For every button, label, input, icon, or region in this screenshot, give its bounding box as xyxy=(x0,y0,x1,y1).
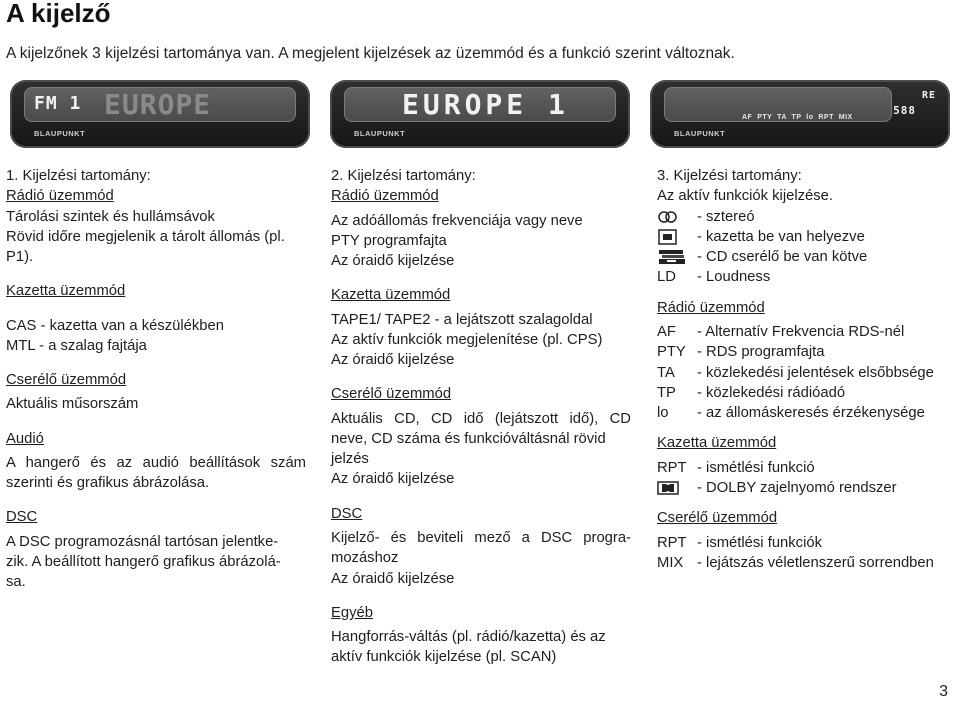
col2-changer-line: jelzés xyxy=(331,451,369,468)
col3-subheading: Az aktív funkciók kijelzése. xyxy=(657,188,833,205)
col1-tape-line: MTL - a szalag fajtája xyxy=(6,337,147,354)
legend-row-tp xyxy=(657,383,957,403)
col2-dsc-line: Az óraidő kijelzése xyxy=(331,570,455,587)
col2-tape-title: Kazetta üzemmód xyxy=(331,287,451,304)
legend-key: TA xyxy=(657,364,675,381)
col2-other-line: aktív funkciók kijelzése (pl. SCAN) xyxy=(331,649,557,666)
stereo-icon xyxy=(657,210,679,224)
intro-text: A kijelzőnek 3 kijelzési tartománya van. A megjelent kijelzések az üzemmód és a funkció szerint változnak. xyxy=(6,45,735,62)
legend-desc: - DOLBY zajelnyomó rendszer xyxy=(697,480,897,497)
col1-dsc-title: DSC xyxy=(6,509,38,526)
col2-radio-title: Rádió üzemmód xyxy=(331,188,439,205)
legend-key: TP xyxy=(657,384,676,401)
display-image-center xyxy=(330,80,630,148)
legend-desc: - Alternatív Frekvencia RDS-nél xyxy=(697,324,905,340)
col2-changer-title: Cserélő üzemmód xyxy=(331,386,452,403)
legend-row-af xyxy=(657,322,957,342)
display-right-functions: AF PTY TA TP lo RPT MIX xyxy=(742,114,853,121)
col2-changer-line: neve, CD száma és funkcióváltásnál rövid xyxy=(331,430,606,447)
legend-desc: - ismétlési funkció xyxy=(697,459,815,476)
col1-changer-title: Cserélő üzemmód xyxy=(6,372,127,389)
legend-desc: - az állomáskeresés érzékenysége xyxy=(697,405,925,422)
legend-row-rpt-changer xyxy=(657,533,957,553)
display-right-brand: BLAUPUNKT xyxy=(674,129,726,138)
legend-desc: - RDS programfajta xyxy=(697,344,825,361)
legend-desc: - sztereó xyxy=(697,208,755,225)
legend-desc: - CD cserélő be van kötve xyxy=(697,249,868,266)
col3-changer-title: Cserélő üzemmód xyxy=(657,510,778,527)
col2-other-line: Hangforrás-váltás (pl. rádió/kazetta) és az xyxy=(331,629,606,646)
legend-key: PTY xyxy=(657,344,686,361)
col1-radio-title: Rádió üzemmód xyxy=(6,188,114,205)
display-right-side: 588 xyxy=(893,104,916,117)
legend-key: AF xyxy=(657,324,676,340)
legend-row-mix xyxy=(657,553,957,573)
legend-desc: - kazetta be van helyezve xyxy=(697,228,865,245)
col1-audio-title: Audió xyxy=(6,430,44,447)
column-1 xyxy=(6,166,306,593)
col1-changer-line: Aktuális műsorszám xyxy=(6,396,139,413)
display-left-brand: BLAUPUNKT xyxy=(34,129,86,138)
col1-audio-line: szerinti és grafikus ábrázolása. xyxy=(6,475,210,492)
legend-row-cd-changer xyxy=(657,247,957,267)
col2-tape-line: Az aktív funkciók megjelenítése (pl. CPS) xyxy=(331,331,603,348)
col2-radio-line: Az adóállomás frekvenciája vagy neve xyxy=(331,212,583,229)
col2-other-title: Egyéb xyxy=(331,604,373,621)
legend-key: LD xyxy=(657,269,676,286)
legend-desc: - ismétlési funkciók xyxy=(697,534,822,551)
col2-dsc-title: DSC xyxy=(331,505,363,522)
display-right-top: RE xyxy=(921,90,936,101)
col1-dsc-line: A DSC programozásnál tartósan jelentke- xyxy=(6,533,279,550)
col1-radio-line: P1). xyxy=(6,249,34,266)
legend-row-loudness xyxy=(657,267,957,287)
legend-row-pty xyxy=(657,342,957,362)
display-center-text: EUROPE 1 xyxy=(402,88,569,121)
legend-row-rpt xyxy=(657,458,957,478)
cd-changer-icon xyxy=(657,248,687,266)
legend-key: RPT xyxy=(657,534,687,551)
legend-key: RPT xyxy=(657,459,687,476)
col2-tape-line: TAPE1/ TAPE2 - a lejátszott szalagoldal xyxy=(331,311,593,328)
col2-heading: 2. Kijelzési tartomány: xyxy=(331,168,476,184)
col2-changer-line: Aktuális CD, CD idő (lejátszott idő), CD xyxy=(331,410,631,427)
column-2 xyxy=(331,166,631,668)
legend-desc: - közlekedési jelentések elsőbbsége xyxy=(697,364,934,381)
col2-radio-line: Az óraidő kijelzése xyxy=(331,253,455,270)
display-left-ghost: EUROPE xyxy=(104,88,212,121)
legend-row-dolby xyxy=(657,478,957,498)
display-center-brand: BLAUPUNKT xyxy=(354,129,406,138)
page-title: A kijelző xyxy=(6,0,111,28)
legend-row-ta xyxy=(657,363,957,383)
col2-tape-line: Az óraidő kijelzése xyxy=(331,352,455,369)
legend-desc: - Loudness xyxy=(697,269,771,286)
legend-desc: - lejátszás véletlenszerű sorrendben xyxy=(697,554,934,571)
display-image-right xyxy=(650,80,950,148)
col3-heading: 3. Kijelzési tartomány: xyxy=(657,168,802,184)
legend-desc: - közlekedési rádióadó xyxy=(697,384,846,401)
col2-radio-line: PTY programfajta xyxy=(331,232,447,249)
col1-tape-title: Kazetta üzemmód xyxy=(6,283,126,300)
legend-key: MIX xyxy=(657,554,684,571)
col1-dsc-line: zik. A beállított hangerő grafikus ábrázolá- xyxy=(6,553,281,570)
col2-dsc-line: mozáshoz xyxy=(331,550,399,567)
col1-audio-line: A hangerő és az audió beállítások szám xyxy=(6,454,306,471)
col1-radio-line: Rövid időre megjelenik a tárolt állomás (pl. xyxy=(6,228,285,245)
col2-dsc-line: Kijelző- és beviteli mező a DSC progra- xyxy=(331,529,631,546)
col1-dsc-line: sa. xyxy=(6,574,26,591)
col1-tape-line: CAS - kazetta van a készülékben xyxy=(6,317,224,334)
cassette-icon xyxy=(657,229,679,245)
legend-row-cassette xyxy=(657,227,957,247)
col2-changer-line: Az óraidő kijelzése xyxy=(331,471,455,488)
page-number: 3 xyxy=(939,683,948,700)
dolby-icon xyxy=(657,481,679,495)
col3-radio-title: Rádió üzemmód xyxy=(657,299,765,316)
legend-key: lo xyxy=(657,405,669,422)
col1-heading: 1. Kijelzési tartomány: xyxy=(6,168,151,184)
legend-row-lo xyxy=(657,403,957,423)
col1-radio-line: Tárolási szintek és hullámsávok xyxy=(6,208,215,225)
display-image-left xyxy=(10,80,310,148)
column-3 xyxy=(657,166,957,573)
col3-tape-title: Kazetta üzemmód xyxy=(657,435,777,452)
legend-row-stereo xyxy=(657,207,957,227)
display-left-band: FM 1 xyxy=(34,93,82,114)
